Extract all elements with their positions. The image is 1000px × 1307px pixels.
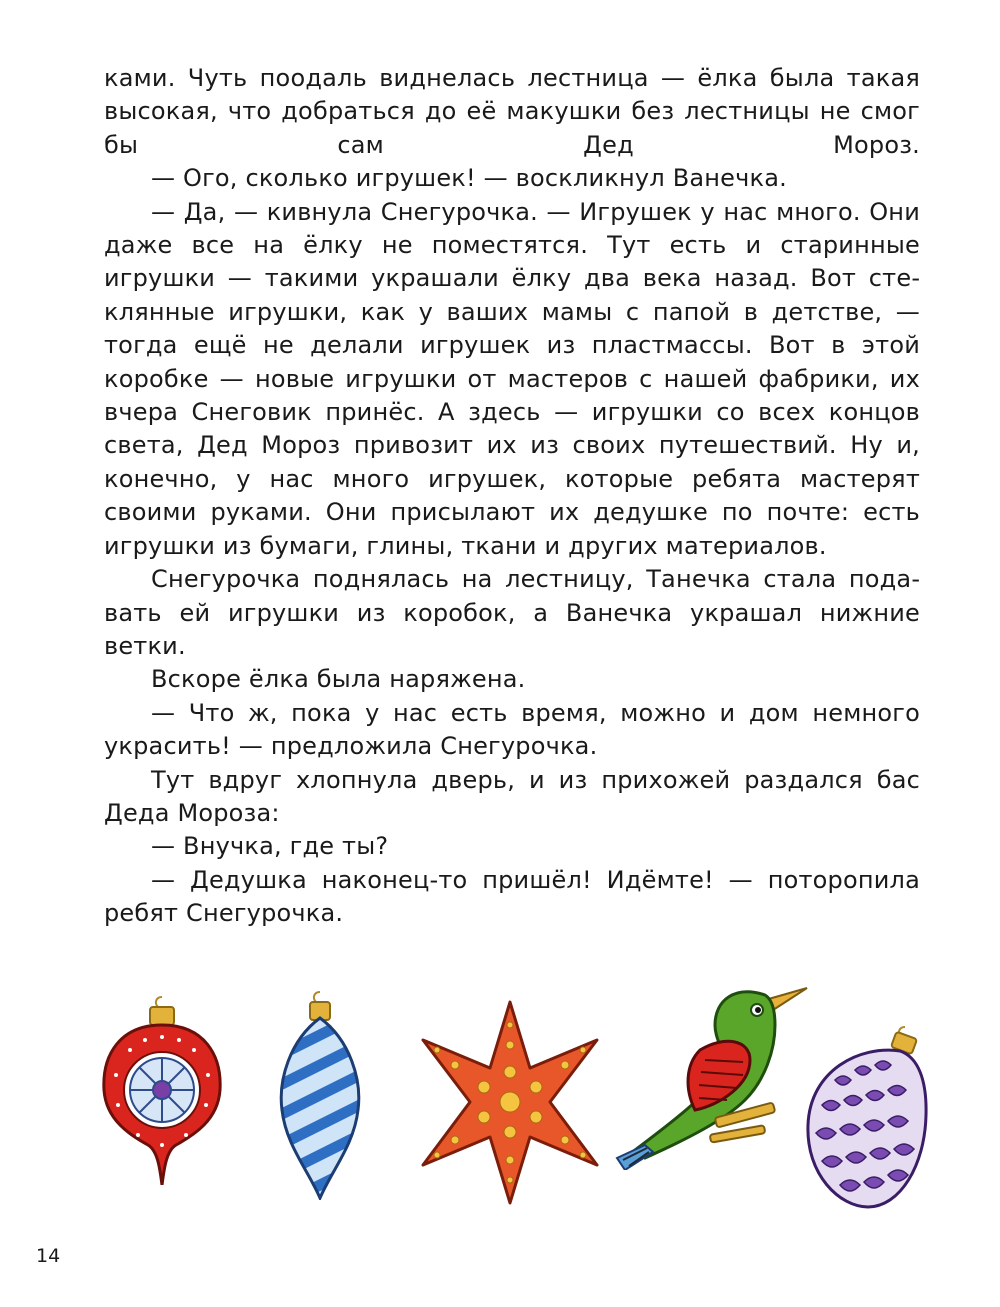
paragraph: — Дедушка наконец-то пришёл! Идёмте! — поторопила ребят Снегурочка. (104, 865, 920, 928)
paragraph: — Ого, сколько игрушек! — воскликнул Ванечка. (151, 164, 787, 193)
page-number: 14 (36, 1245, 61, 1267)
paragraph: — Да, — кивнула Снегурочка. — Игрушек у нас много. Они даже все на ёлку не поместятся. Тут есть и старинные игрушки — такими украшали ёлку два века назад. Вот стеклянные игрушки, как у ваших мамы с папой в детстве, — тогда ещё не делали игрушек из пластмассы. Вот в этой коробке — новые игрушки от мастеров с нашей фабрики, их вчера Снеговик принёс. А здесь — игрушки со всех концов света, Дед Мороз привозит их из своих путешествий. Ну и, конечно, у нас много игрушек, которые ребята мастерят своими руками. Они присылают их дедушке по почте: есть игрушки из бумаги, глины, ткани и других материалов. (104, 197, 920, 560)
paragraph: ками. Чуть поодаль виднелась лестница — ёлка была такая высокая, что добраться до её макушки без лестницы не смог бы сам Дед Мороз. (104, 64, 920, 159)
star-ornament-icon (415, 1000, 605, 1205)
purple-cone-ornament-icon (800, 1025, 935, 1210)
striped-drop-ornament-icon (270, 990, 370, 1200)
ornaments-illustration (0, 980, 1000, 1220)
green-bird-ornament-icon (615, 980, 815, 1170)
paragraph: Тут вдруг хлопнула дверь, и из прихожей раздался бас Деда Мороза: (104, 765, 920, 827)
story-text (104, 62, 920, 931)
red-bauble-icon (100, 995, 225, 1185)
paragraph: — Внучка, где ты? (151, 832, 389, 861)
paragraph: Вскоре ёлка была наряжена. (151, 665, 526, 694)
paragraph: — Что ж, пока у нас есть время, можно и дом немного украсить! — предложила Снегурочка. (104, 698, 920, 761)
paragraph: Снегурочка поднялась на лестницу, Танечка стала подавать ей игрушки из коробок, а Ванечка украшал нижние ветки. (104, 565, 920, 660)
